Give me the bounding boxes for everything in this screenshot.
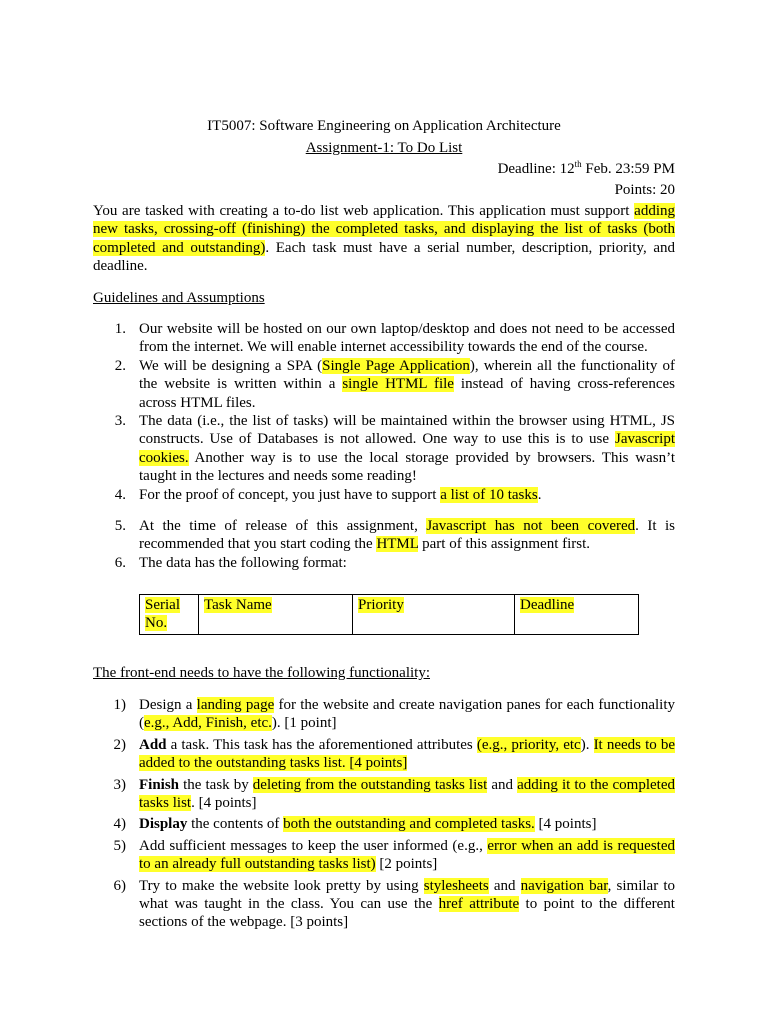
assignment-subtitle: Assignment-1: To Do List: [305, 140, 463, 156]
list-item: 5. At the time of release of this assignment, Javascript has not been covered. It is recommended that you start coding the HTML part of this assignment first.: [114, 518, 676, 553]
guidelines-heading: Guidelines and Assumptions: [93, 290, 265, 306]
table-cell: Priority: [353, 595, 515, 635]
list-item: 1) Design a landing page for the website and create navigation panes for each functionality (e.g., Add, Finish, etc.). [1 point]: [113, 697, 676, 732]
intro-paragraph: You are tasked with creating a to-do list web application. This application must support adding new tasks, crossing-off (finishing) the completed tasks, and displaying the list of tasks (both completed and outstanding). Each task must have a serial number, description, priority, and deadline.: [93, 203, 675, 275]
frontend-heading: The front-end needs to have the following functionality:: [93, 665, 430, 681]
list-item: 6. The data has the following format:: [114, 554, 347, 571]
points-line: Points: 20: [614, 182, 675, 198]
data-format-table: [139, 594, 639, 635]
list-item: 3) Finish the task by deleting from the outstanding tasks list and adding it to the completed tasks list. [4 points]: [113, 776, 675, 812]
list-item: 4) Display the contents of both the outstanding and completed tasks. [4 points]: [113, 816, 597, 833]
list-item: 6) Try to make the website look pretty by using stylesheets and navigation bar, similar to what was taught in the class. You can use the href attribute to point to the different sections of the webpage. [3 points]: [113, 877, 675, 931]
table-cell: Task Name: [199, 595, 353, 635]
list-item: 2. We will be designing a SPA (Single Page Application), wherein all the functionality of the website is written within a single HTML file instead of having cross-references across HTML files.: [114, 357, 675, 411]
frontend-list: [93, 696, 675, 935]
list-item: 4. For the proof of concept, you just have to support a list of 10 tasks.: [114, 486, 542, 503]
table-cell: Serial No.: [140, 595, 199, 635]
table-cell: Deadline: [515, 595, 639, 635]
list-item: 5) Add sufficient messages to keep the user informed (e.g., error when an add is requested to an already full outstanding tasks list) [2 points]: [113, 837, 676, 873]
list-item: 1. Our website will be hosted on our own laptop/desktop and does not need to be accessed from the internet. We will enable internet accessibility towards the end of the course.: [114, 321, 675, 356]
list-item: 2) Add a task. This task has the aforementioned attributes (e.g., priority, etc). It needs to be added to the outstanding tasks list. [4 points]: [113, 736, 676, 772]
list-item: 3. The data (i.e., the list of tasks) will be maintained within the browser using HTML, JS constructs. Use of Databases is not allowed. One way to use this is to use Javascript cookies. Another way is to use the local storage provided by browsers. This wasn’t taught in the lectures and needs some reading!: [114, 413, 675, 485]
document-title: IT5007: Software Engineering on Application Architecture: [207, 118, 561, 134]
deadline-line: Deadline: 12th Feb. 23:59 PM: [497, 159, 675, 177]
guidelines-list: [93, 320, 675, 572]
table-row: [140, 595, 639, 635]
